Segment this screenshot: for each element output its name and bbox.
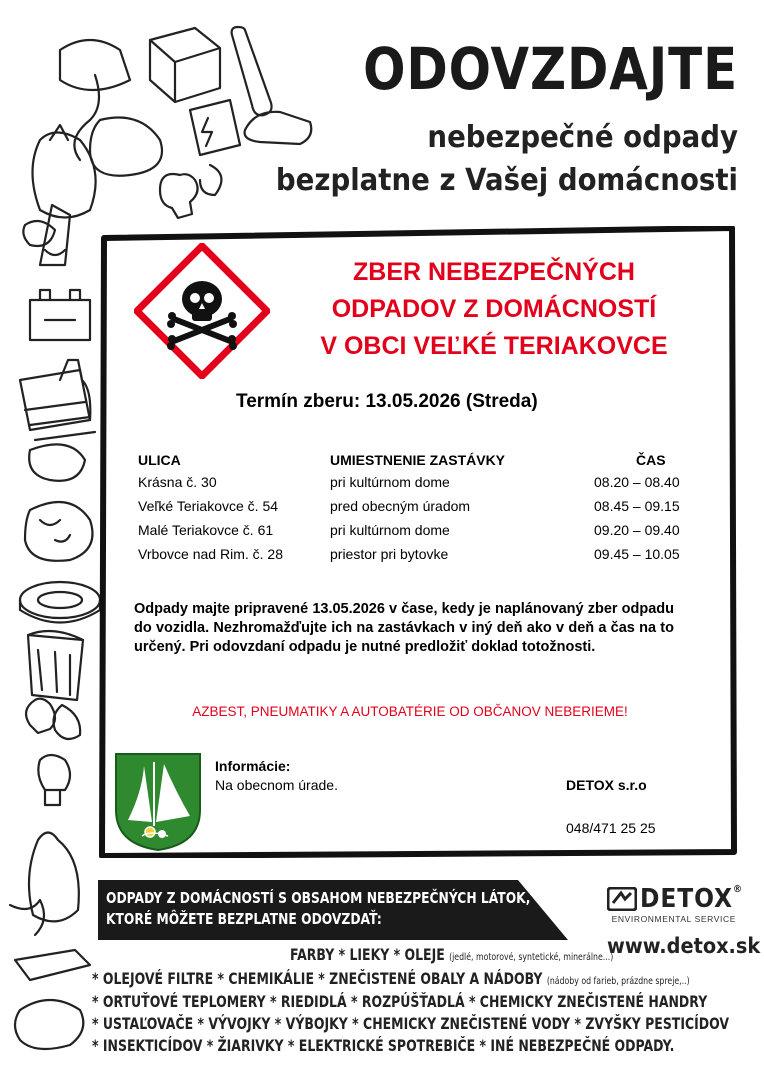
- time-cell: 09.45 – 10.05: [594, 546, 680, 562]
- detox-website: www.detox.sk: [607, 934, 761, 958]
- table-row: [138, 546, 690, 570]
- stop-cell: priestor pri bytovke: [330, 546, 449, 562]
- subheadline-2: bezplatne z Vašej domácnosti: [275, 163, 738, 198]
- stop-cell: pred obecným úradom: [330, 498, 471, 514]
- street-cell: Krásna č. 30: [138, 474, 217, 490]
- company-phone: 048/471 25 25: [566, 820, 656, 836]
- list-items: FARBY * LIEKY * OLEJE: [290, 945, 445, 964]
- time-cell: 08.20 – 08.40: [594, 474, 680, 490]
- info-heading: Informácie:: [215, 758, 291, 774]
- table-row: [138, 498, 690, 522]
- list-line: * INSEKTICÍDOV * ŽIARIVKY * ELEKTRICKÉ SPOTREBIČE * INÉ NEBEZPEČNÉ ODPADY.: [92, 1036, 675, 1055]
- municipality-crest-icon: [114, 752, 202, 852]
- company-name: DETOX s.r.o: [566, 777, 647, 793]
- time-cell: 09.20 – 09.40: [594, 522, 680, 538]
- banner-line: KTORÉ MÔŽETE BEZPLATNE ODOVZDAŤ:: [106, 910, 382, 928]
- banner-line: ODPADY Z DOMÁCNOSTÍ S OBSAHOM NEBEZPEČNÝCH LÁTOK,: [106, 889, 531, 907]
- warning-text: AZBEST, PNEUMATIKY A AUTOBATÉRIE OD OBČANOV NEBERIEME!: [192, 704, 628, 719]
- collection-title-line: ODPADOV Z DOMÁCNOSTÍ: [331, 295, 657, 323]
- table-row: [138, 474, 690, 498]
- column-header-street: ULICA: [138, 452, 181, 468]
- registered-mark: ®: [732, 884, 743, 895]
- collection-date: Termín zberu: 13.05.2026 (Streda): [236, 391, 538, 412]
- street-cell: Veľké Teriakovce č. 54: [138, 498, 279, 514]
- list-note: (jedlé, motorové, syntetické, minerálne...): [449, 952, 614, 963]
- info-text: Na obecnom úrade.: [215, 777, 338, 793]
- subheadline-1: nebezpečné odpady: [427, 120, 738, 155]
- banner-text: [106, 888, 530, 930]
- list-line: * ORTUŤOVÉ TEPLOMERY * RIEDIDLÁ * ROZPÚŠŤADLÁ * CHEMICKY ZNEČISTENÉ HANDRY: [92, 992, 708, 1011]
- column-header-stop: UMIESTNENIE ZASTÁVKY: [330, 452, 506, 468]
- headline: ODOVZDAJTE: [363, 35, 738, 103]
- stop-cell: pri kultúrnom dome: [330, 522, 450, 538]
- list-note: (nádoby od farieb, prázdne spreje,..): [546, 976, 690, 987]
- list-line: * USTAĽOVAČE * VÝVOJKY * VÝBOJKY * CHEMICKY ZNEČISTENÉ VODY * ZVYŠKY PESTICÍDOV: [92, 1014, 730, 1033]
- street-cell: Malé Teriakovce č. 61: [138, 522, 274, 538]
- instructions-paragraph: Odpady majte pripravené 13.05.2026 v čase, kedy je naplánovaný zber odpadu do vozidla. Nezhromažďujte ich na zastávkach v iný deň ako v deň a čas na to určený. Pri odovzdaní odpadu je nutné predložiť doklad totožnosti.: [134, 601, 674, 655]
- column-header-time: ČAS: [636, 452, 666, 468]
- collection-title-line: ZBER NEBEZPEČNÝCH: [353, 258, 635, 286]
- detox-brand: [640, 884, 743, 914]
- detox-logo-icon: [607, 887, 637, 911]
- detox-brand-name: DETOX: [640, 884, 733, 914]
- time-cell: 08.45 – 09.15: [594, 498, 680, 514]
- list-items: * OLEJOVÉ FILTRE * CHEMIKÁLIE * ZNEČISTENÉ OBALY A NÁDOBY: [92, 969, 543, 988]
- table-row: [138, 522, 690, 546]
- detox-tagline: ENVIRONMENTAL SERVICE: [611, 914, 736, 924]
- collection-title: [272, 254, 716, 365]
- street-cell: Vrbovce nad Rim. č. 28: [138, 546, 283, 562]
- collection-title-line: V OBCI VEĽKÉ TERIAKOVCE: [320, 332, 668, 360]
- list-line: [92, 968, 690, 992]
- stop-cell: pri kultúrnom dome: [330, 474, 450, 490]
- list-line: [290, 944, 613, 968]
- skull-hazard-icon: [134, 243, 270, 379]
